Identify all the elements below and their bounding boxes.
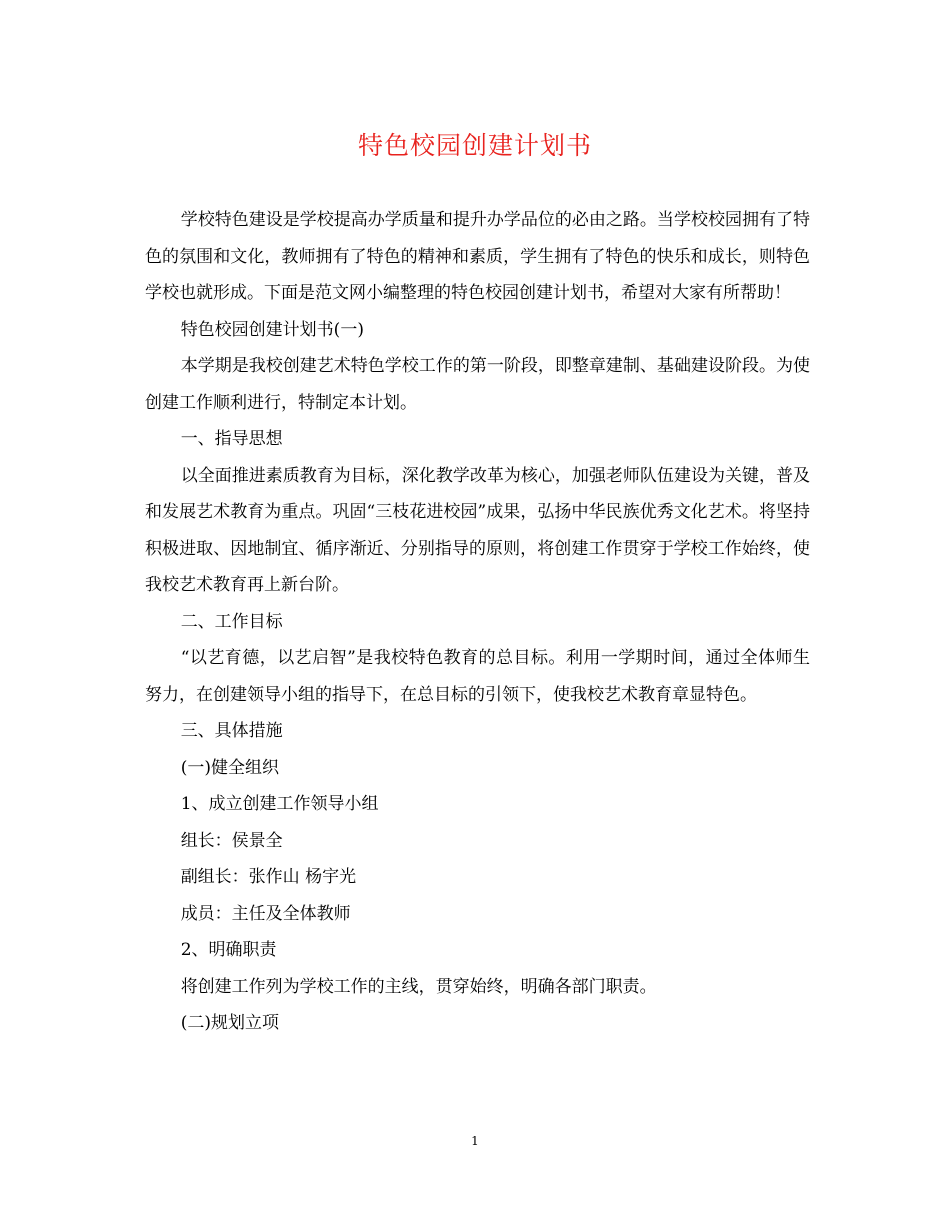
document-body <box>145 202 810 1042</box>
paragraph-responsibilities: 将创建工作列为学校工作的主线，贯穿始终，明确各部门职责。 <box>180 976 657 997</box>
item-leadership-group: 1、成立创建工作领导小组 <box>180 794 379 814</box>
section-heading-plan-one: 特色校园创建计划书(一) <box>180 319 364 340</box>
paragraph-semester: 本学期是我校创建艺术特色学校工作的第一阶段，即整章建制、基础建设阶段。为使创建工作顺利进行，特制定本计划。 <box>145 356 810 413</box>
item-deputy-leaders: 副组长：张作山 杨宇光 <box>180 867 357 887</box>
paragraph-intro: 学校特色建设是学校提高办学质量和提升办学品位的必由之路。当学校校园拥有了特色的氛围和文化，教师拥有了特色的精神和素质，学生拥有了特色的快乐和成长，则特色学校也就形成。下面是范文网小编整理的特色校园创建计划书，希望对大家有所帮助！ <box>145 210 810 303</box>
paragraph-guiding-thought: 以全面推进素质教育为目标，深化教学改革为核心，加强老师队伍建设为关键，普及和发展艺术教育为重点。巩固“三枝花进校园”成果，弘扬中华民族优秀文化艺术。将坚持积极进取、因地制宜、循序渐近、分别指导的原则，将创建工作贯穿于学校工作始终，使我校艺术教育再上新台阶。 <box>145 465 810 595</box>
heading-specific-measures: 三、具体措施 <box>180 721 283 741</box>
subheading-planning: (二)规划立项 <box>180 1013 279 1033</box>
document-title: 特色校园创建计划书 <box>357 131 592 160</box>
heading-work-goals: 二、工作目标 <box>180 611 283 632</box>
item-group-leader: 组长：侯景全 <box>180 830 283 851</box>
subheading-organization: (一)健全组织 <box>180 757 279 778</box>
paragraph-work-goals: “以艺育德，以艺启智”是我校特色教育的总目标。利用一学期时间，通过全体师生努力，在创建领导小组的指导下，在总目标的引领下，使我校艺术教育章显特色。 <box>145 648 810 705</box>
item-members: 成员：主任及全体教师 <box>180 903 351 924</box>
page-number: 1 <box>471 1134 479 1148</box>
item-responsibilities: 2、明确职责 <box>180 940 277 960</box>
heading-guiding-thought: 一、指导思想 <box>180 429 283 449</box>
